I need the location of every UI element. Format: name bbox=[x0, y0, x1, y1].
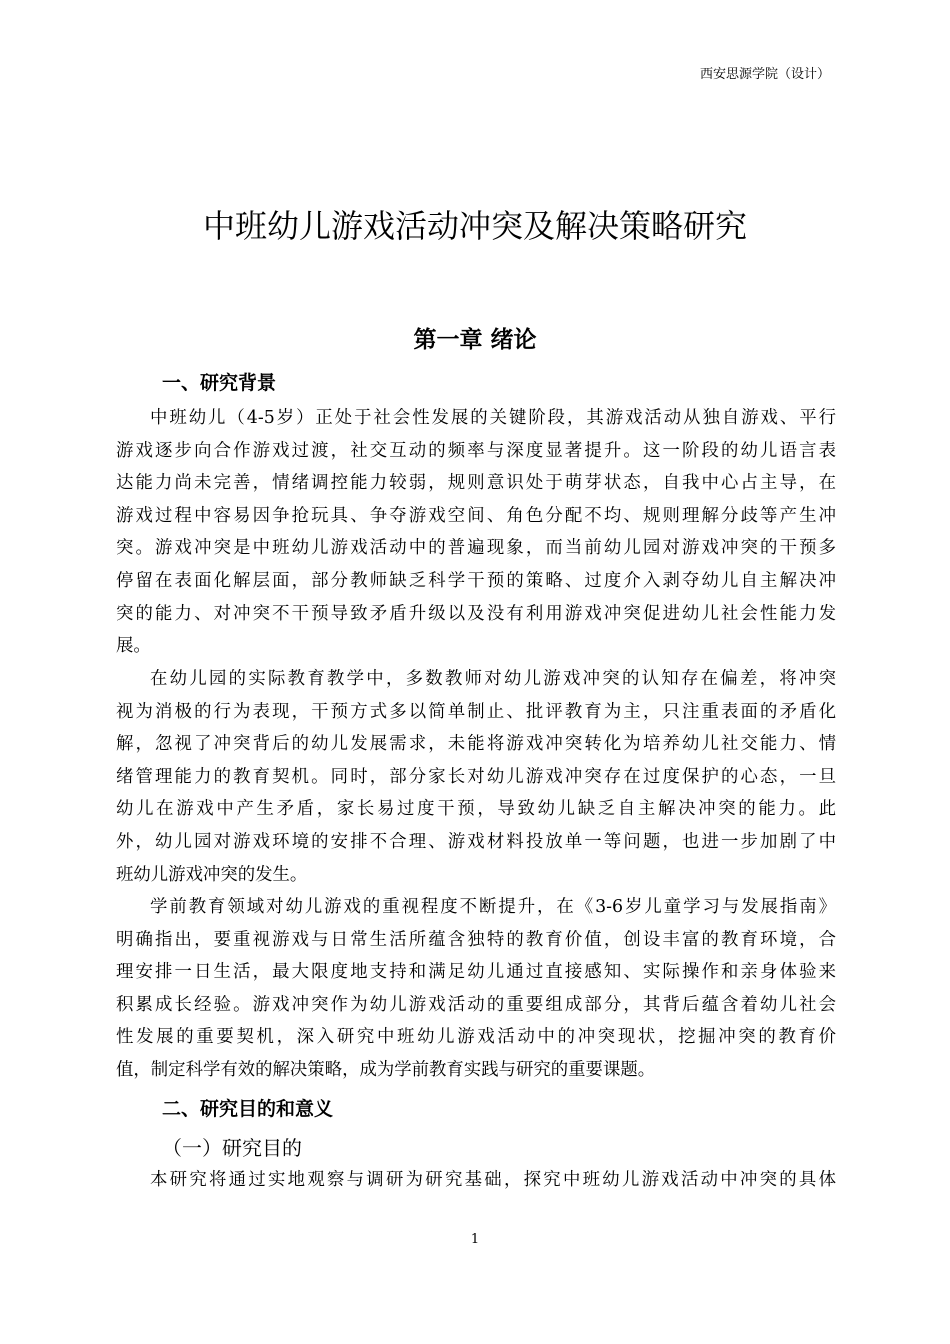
paragraph bbox=[116, 1164, 836, 1197]
paragraph-line: 本研究将通过实地观察与调研为研究基础，探究中班幼儿游戏活动中冲突的具体 bbox=[150, 1170, 836, 1190]
paragraph-line: 在幼儿园的实际教育教学中，多数教师对幼儿游戏冲突的认知存在偏差，将冲突 bbox=[150, 669, 836, 689]
paragraph-line: 积累成长经验。游戏冲突作为幼儿游戏活动的重要组成部分，其背后蕴含着幼儿社会 bbox=[116, 994, 836, 1015]
paragraph-line: 游戏过程中容易因争抢玩具、争夺游戏空间、角色分配不均、规则理解分歧等产生冲 bbox=[116, 505, 836, 526]
paragraph-line: 视为消极的行为表现，干预方式多以简单制止、批评教育为主，只注重表面的矛盾化 bbox=[116, 701, 836, 722]
page-number: 1 bbox=[470, 1232, 480, 1247]
paragraph bbox=[116, 663, 836, 891]
paragraph-line: 展。 bbox=[116, 636, 151, 657]
paragraph-line: 停留在表面化解层面，部分教师缺乏科学干预的策略、过度介入剥夺幼儿自主解决冲 bbox=[116, 570, 836, 591]
paragraph-line: 达能力尚未完善，情绪调控能力较弱，规则意识处于萌芽状态，自我中心占主导，在 bbox=[116, 473, 836, 494]
paragraph-line: 外，幼儿园对游戏环境的安排不合理、游戏材料投放单一等问题，也进一步加剧了中 bbox=[116, 831, 836, 852]
section-heading-purpose-and-significance: 二、研究目的和意义 bbox=[162, 1098, 334, 1120]
paragraph-line: 理安排一日生活，最大限度地支持和满足幼儿通过直接感知、实际操作和亲身体验来 bbox=[116, 962, 836, 983]
paragraph-line: 学前教育领域对幼儿游戏的重视程度不断提升，在《3-6岁儿童学习与发展指南》 bbox=[150, 897, 836, 917]
paragraph-line: 性发展的重要契机，深入研究中班幼儿游戏活动中的冲突现状，挖掘冲突的教育价 bbox=[116, 1027, 836, 1048]
section-heading-research-background: 一、研究背景 bbox=[162, 372, 277, 394]
subsection-heading-research-purpose: （一）研究目的 bbox=[162, 1136, 302, 1160]
paragraph-line: 解，忽视了冲突背后的幼儿发展需求，未能将游戏冲突转化为培养幼儿社交能力、情 bbox=[116, 734, 836, 755]
paragraph bbox=[116, 891, 836, 1087]
paragraph-line: 幼儿在游戏中产生矛盾，家长易过度干预，导致幼儿缺乏自主解决冲突的能力。此 bbox=[116, 799, 836, 820]
paragraph-line: 突的能力、对冲突不干预导致矛盾升级以及没有利用游戏冲突促进幼儿社会性能力发 bbox=[116, 603, 836, 624]
running-header: 西安思源学院（设计） bbox=[699, 67, 830, 82]
paragraph-line: 突。游戏冲突是中班幼儿游戏活动中的普遍现象，而当前幼儿园对游戏冲突的干预多 bbox=[116, 538, 836, 559]
paragraph-line: 班幼儿游戏冲突的发生。 bbox=[116, 864, 308, 885]
paragraph-line: 游戏逐步向合作游戏过渡，社交互动的频率与深度显著提升。这一阶段的幼儿语言表 bbox=[116, 440, 836, 461]
paragraph-line: 绪管理能力的教育契机。同时，部分家长对幼儿游戏冲突存在过度保护的心态，一旦 bbox=[116, 766, 836, 787]
paragraph-line: 中班幼儿（4-5岁）正处于社会性发展的关键阶段，其游戏活动从独自游戏、平行 bbox=[150, 408, 836, 428]
chapter-heading: 第一章 绪论 bbox=[413, 327, 537, 353]
paragraph-line: 值，制定科学有效的解决策略，成为学前教育实践与研究的重要课题。 bbox=[116, 1059, 656, 1080]
paragraph-line: 明确指出，要重视游戏与日常生活所蕴含独特的教育价值，创设丰富的教育环境，合 bbox=[116, 929, 836, 950]
document-title: 中班幼儿游戏活动冲突及解决策略研究 bbox=[202, 207, 747, 245]
paragraph bbox=[116, 402, 836, 663]
